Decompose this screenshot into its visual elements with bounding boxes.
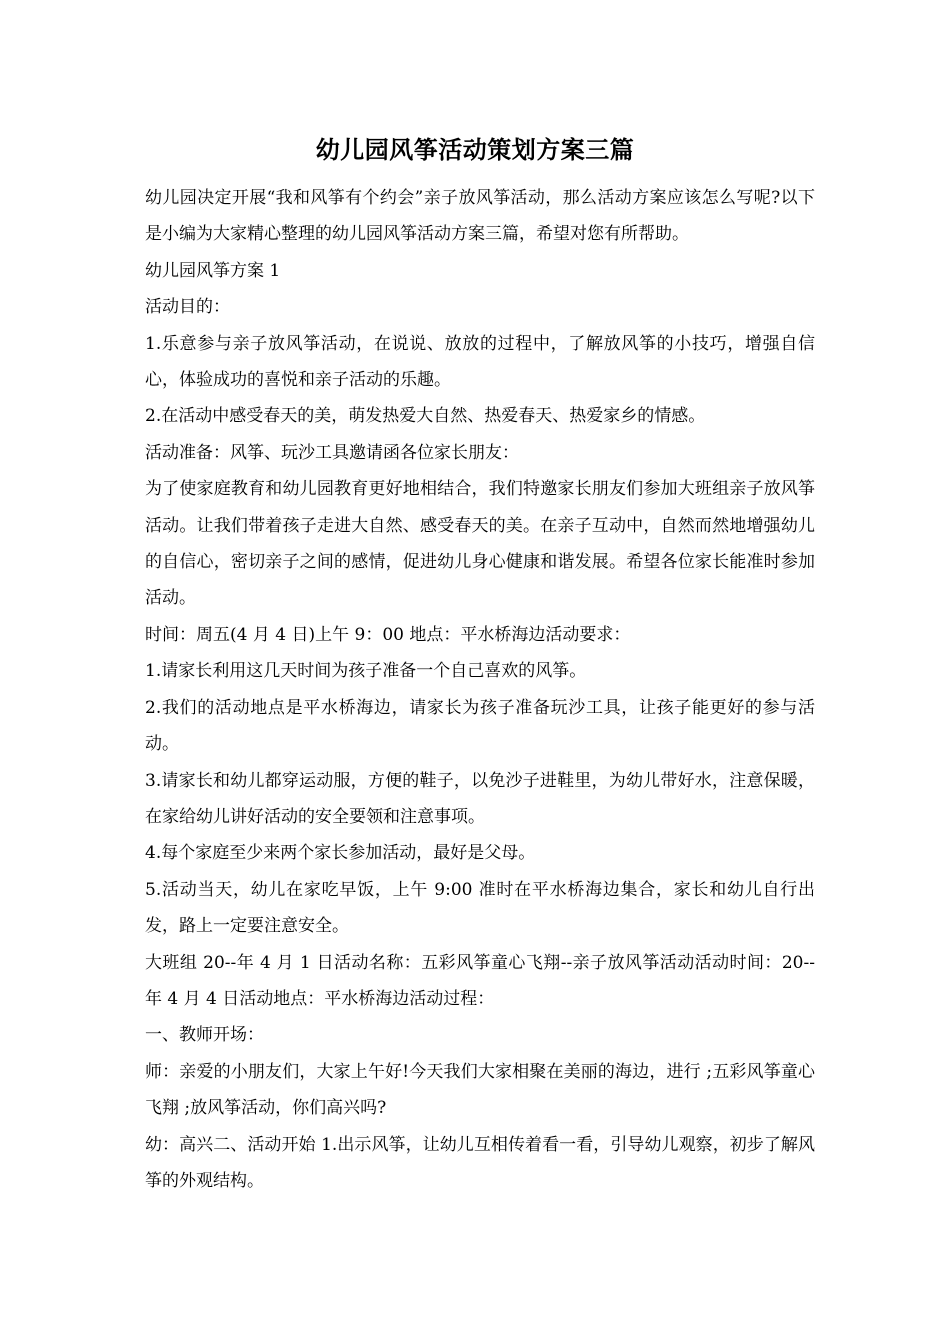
requirement-item-5: 5.活动当天，幼儿在家吃早饭，上午 9:00 准时在平水桥海边集合，家长和幼儿自行出发，路上一定要注意安全。 [145,879,815,937]
purpose-item-1: 1.乐意参与亲子放风筝活动，在说说、放放的过程中，了解放风筝的小技巧，增强自信心，体验成功的喜悦和亲子活动的乐趣。 [145,333,815,391]
children-response: 幼：高兴二、活动开始 1.出示风筝，让幼儿互相传着看一看，引导幼儿观察，初步了解风筝的外观结构。 [145,1134,815,1191]
page-title: 幼儿园风筝活动策划方案三篇 [315,135,635,164]
section-heading-plan-1: 幼儿园风筝方案 1 [145,260,281,281]
requirement-item-1: 1.请家长利用这几天时间为孩子准备一个自己喜欢的风筝。 [145,661,587,682]
teacher-speech: 师：亲爱的小朋友们，大家上午好!今天我们大家相聚在美丽的海边，进行 ;五彩风筝童心飞翔 ;放风筝活动，你们高兴吗? [145,1061,815,1119]
requirement-item-3: 3.请家长和幼儿都穿运动服，方便的鞋子，以免沙子进鞋里，为幼儿带好水，注意保暖，在家给幼儿讲好活动的安全要领和注意事项。 [145,770,815,827]
intro-paragraph: 幼儿园决定开展“我和风筝有个约会”亲子放风筝活动，那么活动方案应该怎么写呢?以下是小编为大家精心整理的幼儿园风筝活动方案三篇，希望对您有所帮助。 [145,188,815,245]
purpose-heading: 活动目的： [145,297,230,318]
requirement-item-2: 2.我们的活动地点是平水桥海边，请家长为孩子准备玩沙工具，让孩子能更好的参与活动。 [145,697,815,755]
teacher-opening-heading: 一、教师开场： [145,1025,264,1046]
preparation-line: 活动准备：风筝、玩沙工具邀请函各位家长朋友： [145,442,519,463]
purpose-item-2: 2.在活动中感受春天的美，萌发热爱大自然、热爱春天、热爱家乡的情感。 [145,406,706,427]
time-location-line: 时间：周五(4 月 4 日)上午 9：00 地点：平水桥海边活动要求： [145,624,631,645]
requirement-item-4: 4.每个家庭至少来两个家长参加活动，最好是父母。 [145,843,536,864]
document-body [145,180,815,1199]
activity-info-paragraph: 大班组 20--年 4 月 1 日活动名称：五彩风筝童心飞翔--亲子放风筝活动活动时间：20--年 4 月 4 日活动地点：平水桥海边活动过程： [145,952,815,1009]
invitation-paragraph: 为了使家庭教育和幼儿园教育更好地相结合，我们特邀家长朋友们参加大班组亲子放风筝活动。让我们带着孩子走进大自然、感受春天的美。在亲子互动中，自然而然地增强幼儿的自信心，密切亲子之间的感情，促进幼儿身心健康和谐发展。希望各位家长能准时参加活动。 [145,479,815,609]
